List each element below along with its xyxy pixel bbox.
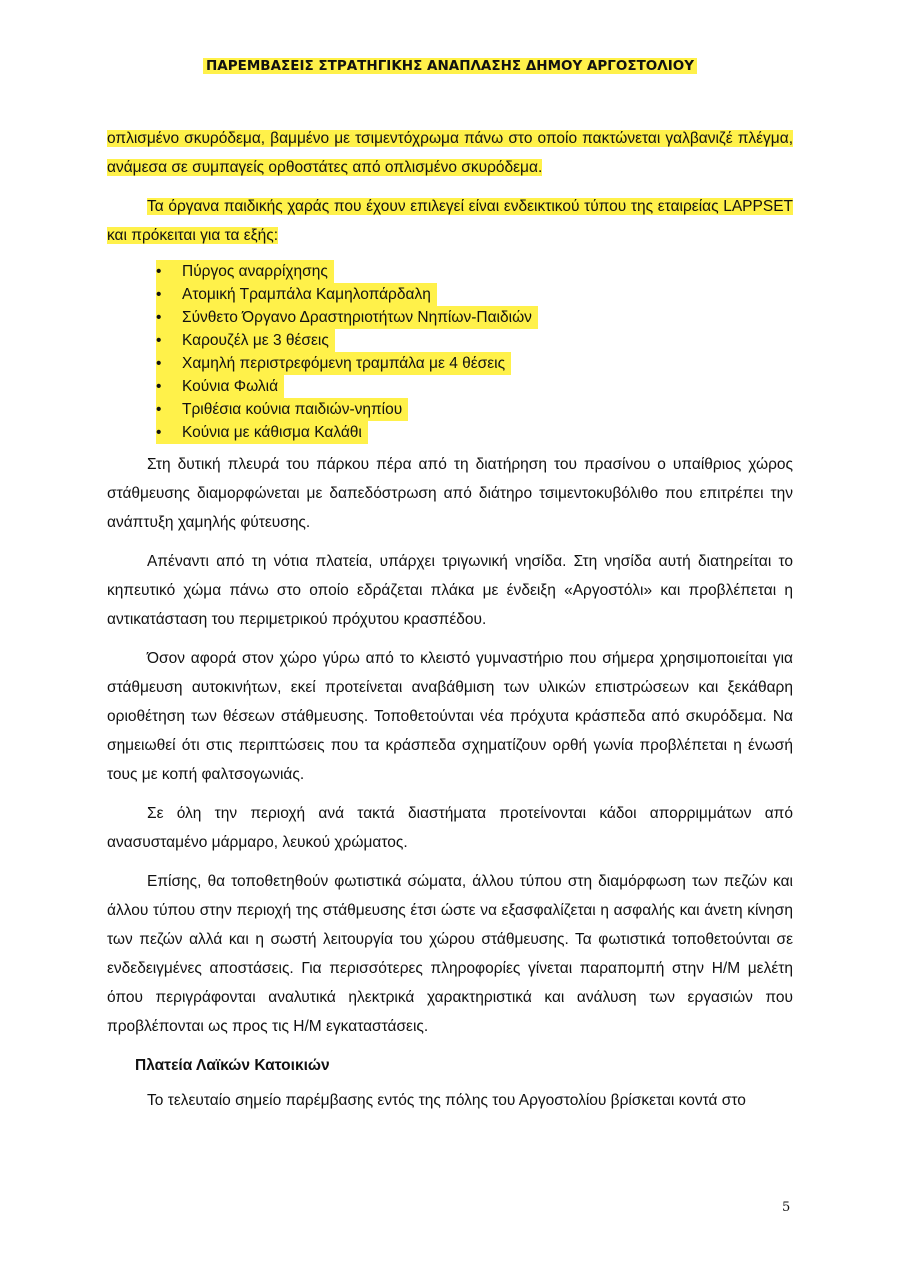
list-item: • Καρουζέλ με 3 θέσεις (107, 329, 793, 352)
header-title: ΠΑΡΕΜΒΑΣΕΙΣ ΣΤΡΑΤΗΓΙΚΗΣ ΑΝΑΠΛΑΣΗΣ ΔΗΜΟΥ ΑΡΓΟΣΤΟΛΙΟΥ (203, 58, 697, 74)
paragraph-playground-intro: Τα όργανα παιδικής χαράς που έχουν επιλεγεί είναι ενδεικτικού τύπου της εταιρείας LAPPSET και πρόκειται για τα εξής: (107, 198, 793, 244)
section-heading: Πλατεία Λαϊκών Κατοικιών (135, 1057, 330, 1074)
bullet-icon: • (156, 424, 162, 441)
paragraph-triangular-island: Απέναντι από τη νότια πλατεία, υπάρχει τριγωνική νησίδα. Στη νησίδα αυτή διατηρείται το κηπευτικό χώμα πάνω στο οποίο εδράζεται πλάκα με ένδειξη «Αργοστόλι» και προβλέπεται η αντικατάσταση του περιμετρικού πρόχυτου κρασπέδου. (107, 553, 793, 628)
paragraph-west-parking: Στη δυτική πλευρά του πάρκου πέρα από τη διατήρηση του πρασίνου ο υπαίθριος χώρος στάθμευσης διαμορφώνεται με δαπεδόστρωση από διάτηρο τσιμεντοκυβόλιθο που επιτρέπει την ανάπτυξη χαμηλής φύτευσης. (107, 456, 793, 531)
paragraph-waste-bins: Σε όλη την περιοχή ανά τακτά διαστήματα προτείνονται κάδοι απορριμμάτων από ανασυσταμένο μάρμαρο, λευκού χρώματος. (107, 805, 793, 851)
list-item: • Κούνια Φωλιά (107, 375, 793, 398)
paragraph-lighting: Επίσης, θα τοποθετηθούν φωτιστικά σώματα, άλλου τύπου στη διαμόρφωση των πεζών και άλλου τύπου στην περιοχή της στάθμευσης έτσι ώστε να εξασφαλίζεται η ασφαλής και άνετη κίνηση των πεζών αλλά και η σωστή λειτουργία του χώρου στάθμευσης. Τα φωτιστικά τοποθετούνται σε ενδεδειγμένες αποστάσεις. Για περισσότερες πληροφορίες γίνεται παραπομπή στην Η/Μ μελέτη όπου περιγράφονται αναλυτικά ηλεκτρικά χαρακτηριστικά και ανάλυση των εργασιών που προβλέπονται ως προς τις Η/Μ εγκαταστάσεις. (107, 873, 793, 1035)
document-body (107, 124, 793, 1125)
paragraph-fence-description: οπλισμένο σκυρόδεμα, βαμμένο με τσιμεντόχρωμα πάνω στο οποίο πακτώνεται γαλβανιζέ πλέγμα, ανάμεσα σε συμπαγείς ορθοστάτες από οπλισμένο σκυρόδεμα. (107, 130, 793, 176)
list-item: • Πύργος αναρρίχησης (107, 260, 793, 283)
page-header (0, 56, 900, 76)
page-number: 5 (782, 1200, 791, 1215)
list-item: • Ατομική Τραμπάλα Καμηλοπάρδαλη (107, 283, 793, 306)
list-item: • Τριθέσια κούνια παιδιών-νηπίου (107, 398, 793, 421)
list-item: • Σύνθετο Όργανο Δραστηριοτήτων Νηπίων-Παιδιών (107, 306, 793, 329)
bullet-icon: • (156, 378, 162, 395)
bullet-icon: • (156, 401, 162, 418)
paragraph-last-intervention: Το τελευταίο σημείο παρέμβασης εντός της πόλης του Αργοστολίου βρίσκεται κοντά στο (147, 1092, 746, 1109)
playground-equipment-list (107, 260, 793, 444)
bullet-icon: • (156, 309, 162, 326)
bullet-icon: • (156, 263, 162, 280)
list-item: • Κούνια με κάθισμα Καλάθι (107, 421, 793, 444)
bullet-icon: • (156, 332, 162, 349)
bullet-icon: • (156, 286, 162, 303)
paragraph-gymnasium-parking: Όσον αφορά στον χώρο γύρω από το κλειστό γυμναστήριο που σήμερα χρησιμοποιείται για στάθμευση αυτοκινήτων, εκεί προτείνεται αναβάθμιση των υλικών επιστρώσεων και ξεκάθαρη οριοθέτηση των θέσεων στάθμευσης. Τοποθετούνται νέα πρόχυτα κράσπεδα από σκυρόδεμα. Να σημειωθεί ότι στις περιπτώσεις που τα κράσπεδα σχηματίζουν ορθή γωνία προβλέπεται η ένωσή τους με κοπή φαλτσογωνιάς. (107, 650, 793, 783)
list-item: • Χαμηλή περιστρεφόμενη τραμπάλα με 4 θέσεις (107, 352, 793, 375)
bullet-icon: • (156, 355, 162, 372)
